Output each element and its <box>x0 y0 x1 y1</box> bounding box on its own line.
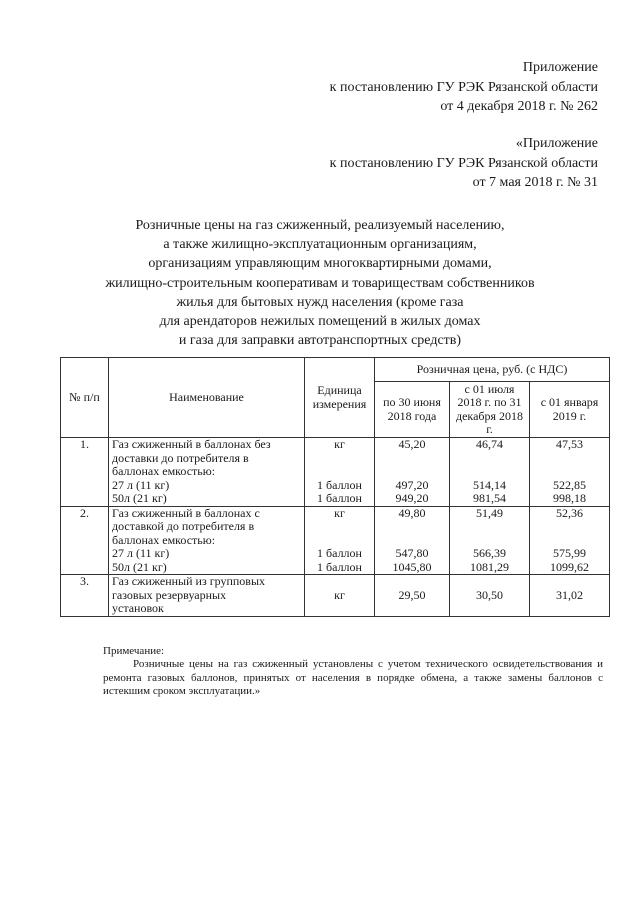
row-name <box>109 575 305 617</box>
row-price-period-1 <box>375 438 450 507</box>
row-name-line: 50л (21 кг) <box>112 559 167 574</box>
appendix-header <box>330 58 598 117</box>
row-unit <box>305 438 375 507</box>
row-number <box>61 506 109 575</box>
row-price-period-3-line: 1099,62 <box>550 559 589 574</box>
row-price-period-3 <box>530 438 610 507</box>
row-unit-line: кг <box>334 505 345 520</box>
row-price-period-1-line: 49,80 <box>398 505 426 520</box>
row-unit-line: 1 баллон <box>317 559 362 574</box>
row-price-period-3-line: 31,02 <box>556 587 583 602</box>
row-name-line: Газ сжиженный в баллонах с <box>112 505 260 520</box>
row-unit-line <box>308 452 371 466</box>
note-text: Розничные цены на газ сжиженный установлены с учетом технического освидетельствования и ремонта газовых баллонов, принятых от населения в порядке обмена, а также замены баллонов с истекшим сроком эксплуатации.» <box>103 658 603 697</box>
row-price-period-1-line: 949,20 <box>395 491 429 505</box>
title-line: Розничные цены на газ сжиженный, реализуемый населению, <box>135 218 505 233</box>
row-price-period-1-line <box>378 465 446 479</box>
row-price-period-1-line <box>378 575 446 589</box>
row-price-period-3-line: 52,36 <box>556 505 583 520</box>
title-line: организациям управляющим многоквартирными домами, <box>148 256 492 272</box>
row-price-period-1-line: 547,80 <box>395 546 429 560</box>
row-number-text: 2. <box>80 505 89 520</box>
row-price-period-2-line <box>453 465 526 479</box>
row-name-line: баллонах емкостью: <box>112 464 216 478</box>
row-name-line: 27 л (11 кг) <box>112 546 170 560</box>
row-price-period-3-line <box>533 520 606 534</box>
row-price-period-1-line: 497,20 <box>395 477 429 492</box>
original-appendix-resolution: к постановлению ГУ РЭК Рязанской области <box>329 155 598 171</box>
header-period-3: с 01 января 2019 г. <box>530 382 610 438</box>
row-price-period-2-line: 51,49 <box>476 505 503 520</box>
row-price-period-1-line <box>378 602 446 616</box>
row-price-period-3-line: 575,99 <box>553 546 586 560</box>
row-price-period-2-line <box>453 452 526 466</box>
header-name: Наименование <box>109 358 305 438</box>
title-line: а также жилищно-эксплуатационным организациям, <box>163 237 477 253</box>
row-unit-line: 1 баллон <box>317 477 362 492</box>
row-price-period-2-line <box>453 520 526 534</box>
row-price-period-2-line <box>453 602 526 616</box>
original-appendix-header <box>330 134 598 193</box>
row-price-period-2-line: 30,50 <box>476 587 503 602</box>
table-row <box>61 438 610 507</box>
row-number-text: 1. <box>80 437 89 451</box>
appendix-resolution: к постановлению ГУ РЭК Рязанской области <box>329 79 598 95</box>
header-unit: Единица измерения <box>305 358 375 438</box>
row-price-period-1 <box>375 506 450 575</box>
title-line: для арендаторов нежилых помещений в жилых домах <box>159 314 481 330</box>
row-price-period-1 <box>375 575 450 617</box>
row-name-line: Газ сжиженный из групповых <box>112 574 266 588</box>
row-price-period-2 <box>450 438 530 507</box>
row-price-period-1-line: 1045,80 <box>392 559 432 574</box>
note-label: Примечание: <box>103 645 165 657</box>
row-number-text: 3. <box>80 574 89 588</box>
title-line: жилья для бытовых нужд населения (кроме газа <box>176 294 464 310</box>
row-name <box>109 506 305 575</box>
row-number <box>61 438 109 507</box>
row-unit-line <box>308 534 371 548</box>
table-row <box>61 506 610 575</box>
row-unit-line: 1 баллон <box>317 546 362 560</box>
original-appendix-label: «Приложение <box>515 136 598 151</box>
row-unit <box>305 575 375 617</box>
row-unit-line <box>308 575 371 589</box>
row-price-period-1-line <box>378 452 446 466</box>
row-number <box>61 575 109 617</box>
row-price-period-2-line: 1081,29 <box>470 559 509 574</box>
row-price-period-2-line: 514,14 <box>473 477 506 492</box>
row-price-period-2-line <box>453 575 526 589</box>
row-unit-line <box>308 520 371 534</box>
row-unit-line <box>308 465 371 479</box>
document-title <box>80 216 560 350</box>
row-price-period-3 <box>530 575 610 617</box>
row-name-line: доставки до потребителя в <box>112 450 249 465</box>
row-name <box>109 438 305 507</box>
appendix-label: Приложение <box>522 60 598 75</box>
row-price-period-2 <box>450 575 530 617</box>
row-name-line: газовых резервуарных <box>112 587 227 602</box>
row-price-period-1-line <box>378 534 446 548</box>
row-name-line: баллонах емкостью: <box>112 532 216 547</box>
row-unit-line <box>308 602 371 616</box>
row-price-period-3-line <box>533 465 606 479</box>
appendix-date: от 4 декабря 2018 г. № 262 <box>440 99 598 114</box>
row-price-period-2-line: 46,74 <box>476 437 503 451</box>
row-name-line: 27 л (11 кг) <box>112 477 170 492</box>
header-period-1: по 30 июня 2018 года <box>375 382 450 438</box>
table-row <box>61 575 610 617</box>
row-price-period-2-line: 981,54 <box>473 491 506 505</box>
header-number: № п/п <box>61 358 109 438</box>
row-price-period-3-line: 47,53 <box>556 437 583 451</box>
row-unit-line: кг <box>334 437 345 451</box>
row-price-period-3 <box>530 506 610 575</box>
row-price-period-3-line <box>533 575 606 589</box>
header-period-2: с 01 июля 2018 г. по 31 декабря 2018 г. <box>450 382 530 438</box>
row-price-period-3-line: 998,18 <box>553 491 586 505</box>
row-price-period-2-line <box>453 534 526 548</box>
original-appendix-date: от 7 мая 2018 г. № 31 <box>472 175 598 190</box>
row-name-line: 50л (21 кг) <box>112 491 167 505</box>
row-price-period-2 <box>450 506 530 575</box>
row-price-period-1-line <box>378 520 446 534</box>
title-line: и газа для заправки автотранспортных средств) <box>178 333 462 349</box>
row-unit-line: 1 баллон <box>317 491 362 505</box>
row-price-period-1-line: 29,50 <box>398 587 426 602</box>
row-price-period-3-line <box>533 602 606 616</box>
title-line: жилищно-строительным кооперативам и товариществам собственников <box>105 275 535 291</box>
row-unit-line: кг <box>334 587 345 602</box>
price-table <box>60 357 610 617</box>
row-price-period-3-line <box>533 534 606 548</box>
row-name-line: установок <box>112 601 164 615</box>
row-name-line: Газ сжиженный в баллонах без <box>112 437 271 451</box>
row-name-line: доставкой до потребителя в <box>112 519 255 533</box>
row-price-period-3-line: 522,85 <box>553 477 586 492</box>
row-unit <box>305 506 375 575</box>
row-price-period-2-line: 566,39 <box>473 546 506 560</box>
row-price-period-1-line: 45,20 <box>398 437 426 451</box>
header-price: Розничная цена, руб. (с НДС) <box>375 358 610 382</box>
row-price-period-3-line <box>533 452 606 466</box>
